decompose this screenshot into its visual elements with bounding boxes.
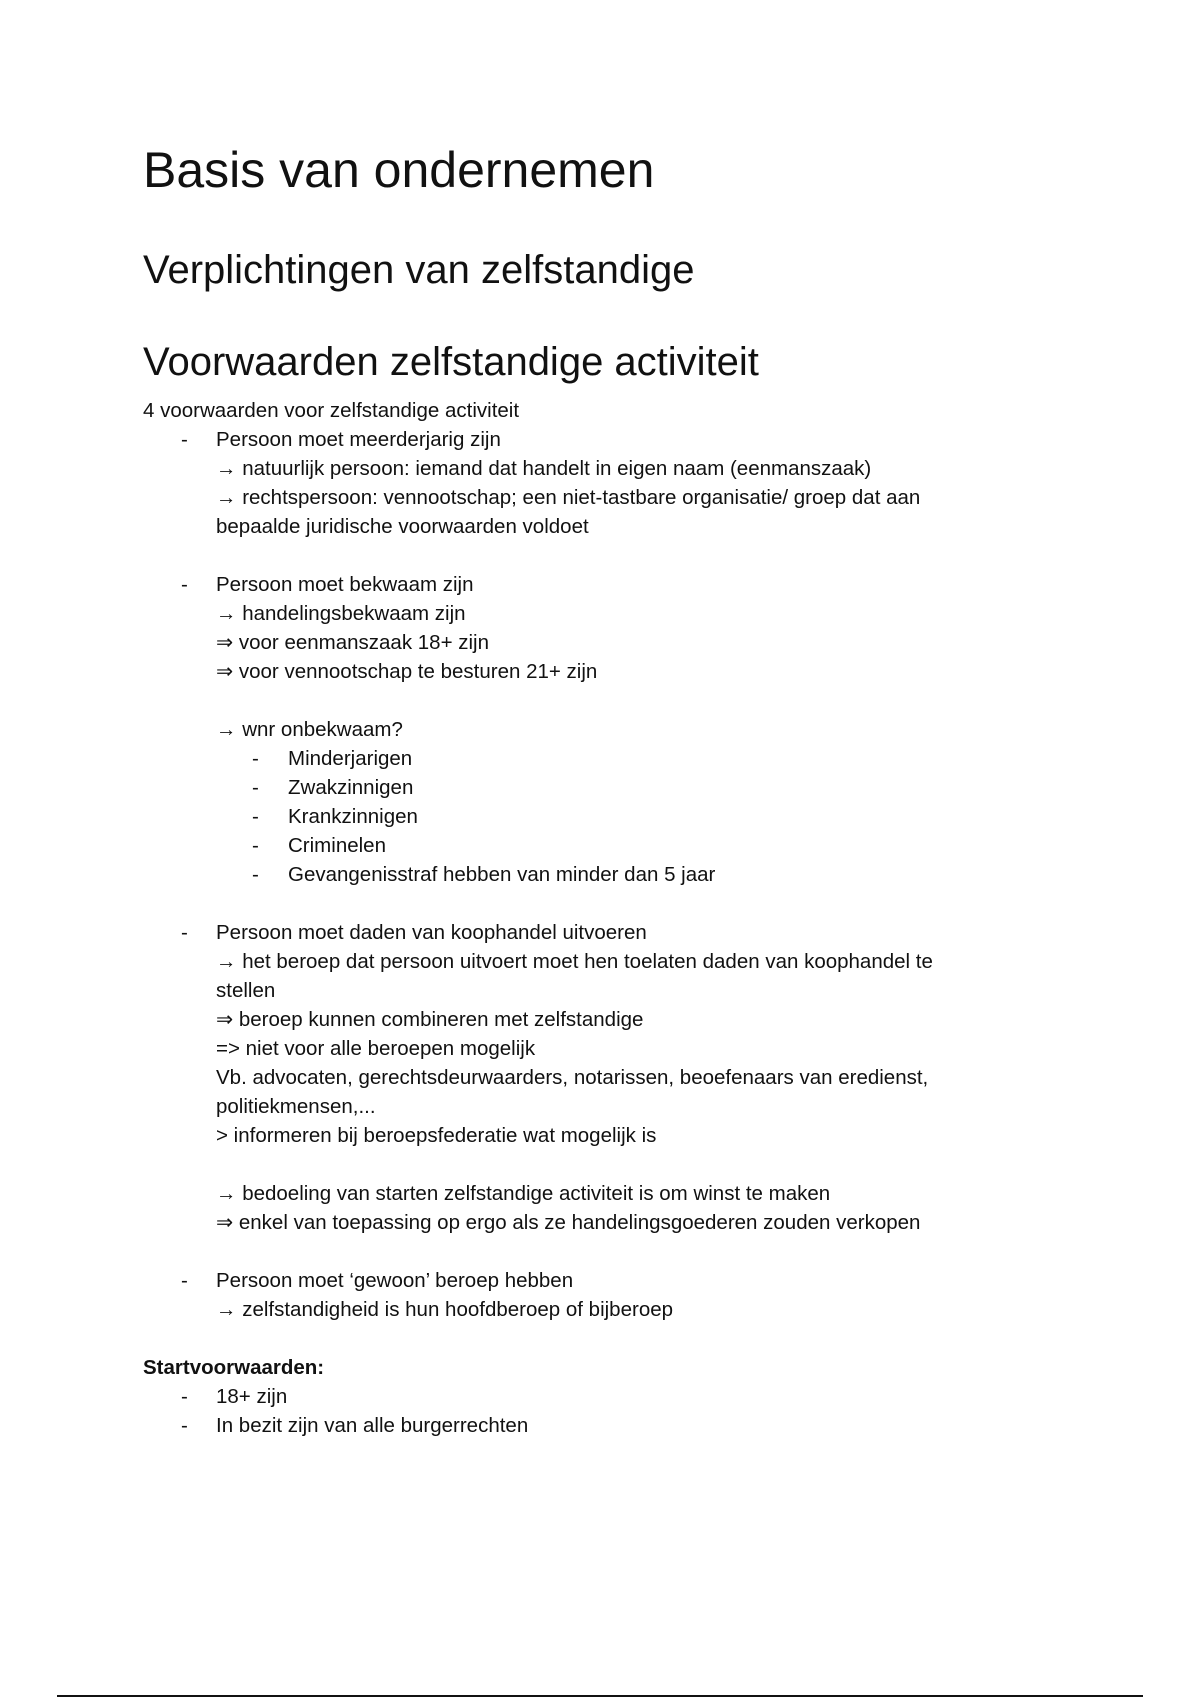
document-title: Basis van ondernemen	[143, 142, 655, 198]
condition-line: ⇒ beroep kunnen combineren met zelfstandige	[216, 1008, 644, 1031]
bullet-dash: -	[181, 1385, 188, 1408]
condition-line: ⇒ voor vennootschap te besturen 21+ zijn	[216, 660, 598, 683]
document-page	[143, 140, 1083, 1440]
condition-line: → bedoeling van starten zelfstandige activiteit is om winst te maken	[216, 1182, 831, 1205]
bullet-dash: -	[181, 573, 188, 596]
condition-line: → handelingsbekwaam zijn	[216, 602, 466, 625]
heading-conditions: Voorwaarden zelfstandige activiteit	[143, 340, 759, 384]
condition-line: → natuurlijk persoon: iemand dat handelt in eigen naam (eenmanszaak)	[216, 457, 872, 480]
condition-line: → rechtspersoon: vennootschap; een niet-tastbare organisatie/ groep dat aan	[216, 486, 921, 509]
condition-item	[143, 1266, 1083, 1295]
bullet-dash: -	[181, 1414, 188, 1437]
condition-line: stellen	[216, 979, 276, 1002]
condition-label: Persoon moet daden van koophandel uitvoeren	[216, 921, 647, 944]
sub-list-item-label: Criminelen	[288, 834, 386, 857]
sub-list-item	[143, 831, 1083, 860]
bullet-dash: -	[181, 921, 188, 944]
condition-line: ⇒ enkel van toepassing op ergo als ze handelingsgoederen zouden verkopen	[216, 1211, 921, 1234]
sub-list-item-label: Krankzinnigen	[288, 805, 418, 828]
condition-line: → zelfstandigheid is hun hoofdberoep of bijberoep	[216, 1298, 674, 1321]
sub-list-item	[143, 773, 1083, 802]
condition-line: ⇒ voor eenmanszaak 18+ zijn	[216, 631, 490, 654]
condition-line: → wnr onbekwaam?	[216, 718, 403, 741]
condition-line: politiekmensen,...	[216, 1095, 376, 1118]
sub-list-item	[143, 860, 1083, 889]
sub-list-item-label: Minderjarigen	[288, 747, 413, 770]
condition-label: Persoon moet bekwaam zijn	[216, 573, 474, 596]
sub-list-item	[143, 744, 1083, 773]
condition-line: Vb. advocaten, gerechtsdeurwaarders, notarissen, beoefenaars van eredienst,	[216, 1066, 929, 1089]
heading-obligations: Verplichtingen van zelfstandige	[143, 248, 695, 292]
bullet-dash: -	[181, 1269, 188, 1292]
intro-text: 4 voorwaarden voor zelfstandige activiteit	[143, 399, 520, 422]
start-condition-label: 18+ zijn	[216, 1385, 288, 1408]
sub-list-item-label: Zwakzinnigen	[288, 776, 414, 799]
condition-label: Persoon moet ‘gewoon’ beroep hebben	[216, 1269, 574, 1292]
start-condition-label: In bezit zijn van alle burgerrechten	[216, 1414, 529, 1437]
condition-line: => niet voor alle beroepen mogelijk	[216, 1037, 536, 1060]
bullet-dash: -	[252, 805, 259, 828]
start-conditions-heading: Startvoorwaarden:	[143, 1356, 325, 1379]
condition-item	[143, 425, 1083, 454]
start-condition-item	[143, 1411, 1083, 1440]
condition-line: > informeren bij beroepsfederatie wat mogelijk is	[216, 1124, 657, 1147]
sub-list-item	[143, 802, 1083, 831]
condition-label: Persoon moet meerderjarig zijn	[216, 428, 501, 451]
bullet-dash: -	[252, 863, 259, 886]
condition-item	[143, 570, 1083, 599]
sub-list-item-label: Gevangenisstraf hebben van minder dan 5 jaar	[288, 863, 716, 886]
bullet-dash: -	[252, 834, 259, 857]
bullet-dash: -	[252, 747, 259, 770]
start-condition-item	[143, 1382, 1083, 1411]
condition-line: bepaalde juridische voorwaarden voldoet	[216, 515, 589, 538]
footer-divider	[57, 1695, 1143, 1697]
condition-item	[143, 918, 1083, 947]
bullet-dash: -	[181, 428, 188, 451]
condition-line: → het beroep dat persoon uitvoert moet hen toelaten daden van koophandel te	[216, 950, 933, 973]
bullet-dash: -	[252, 776, 259, 799]
